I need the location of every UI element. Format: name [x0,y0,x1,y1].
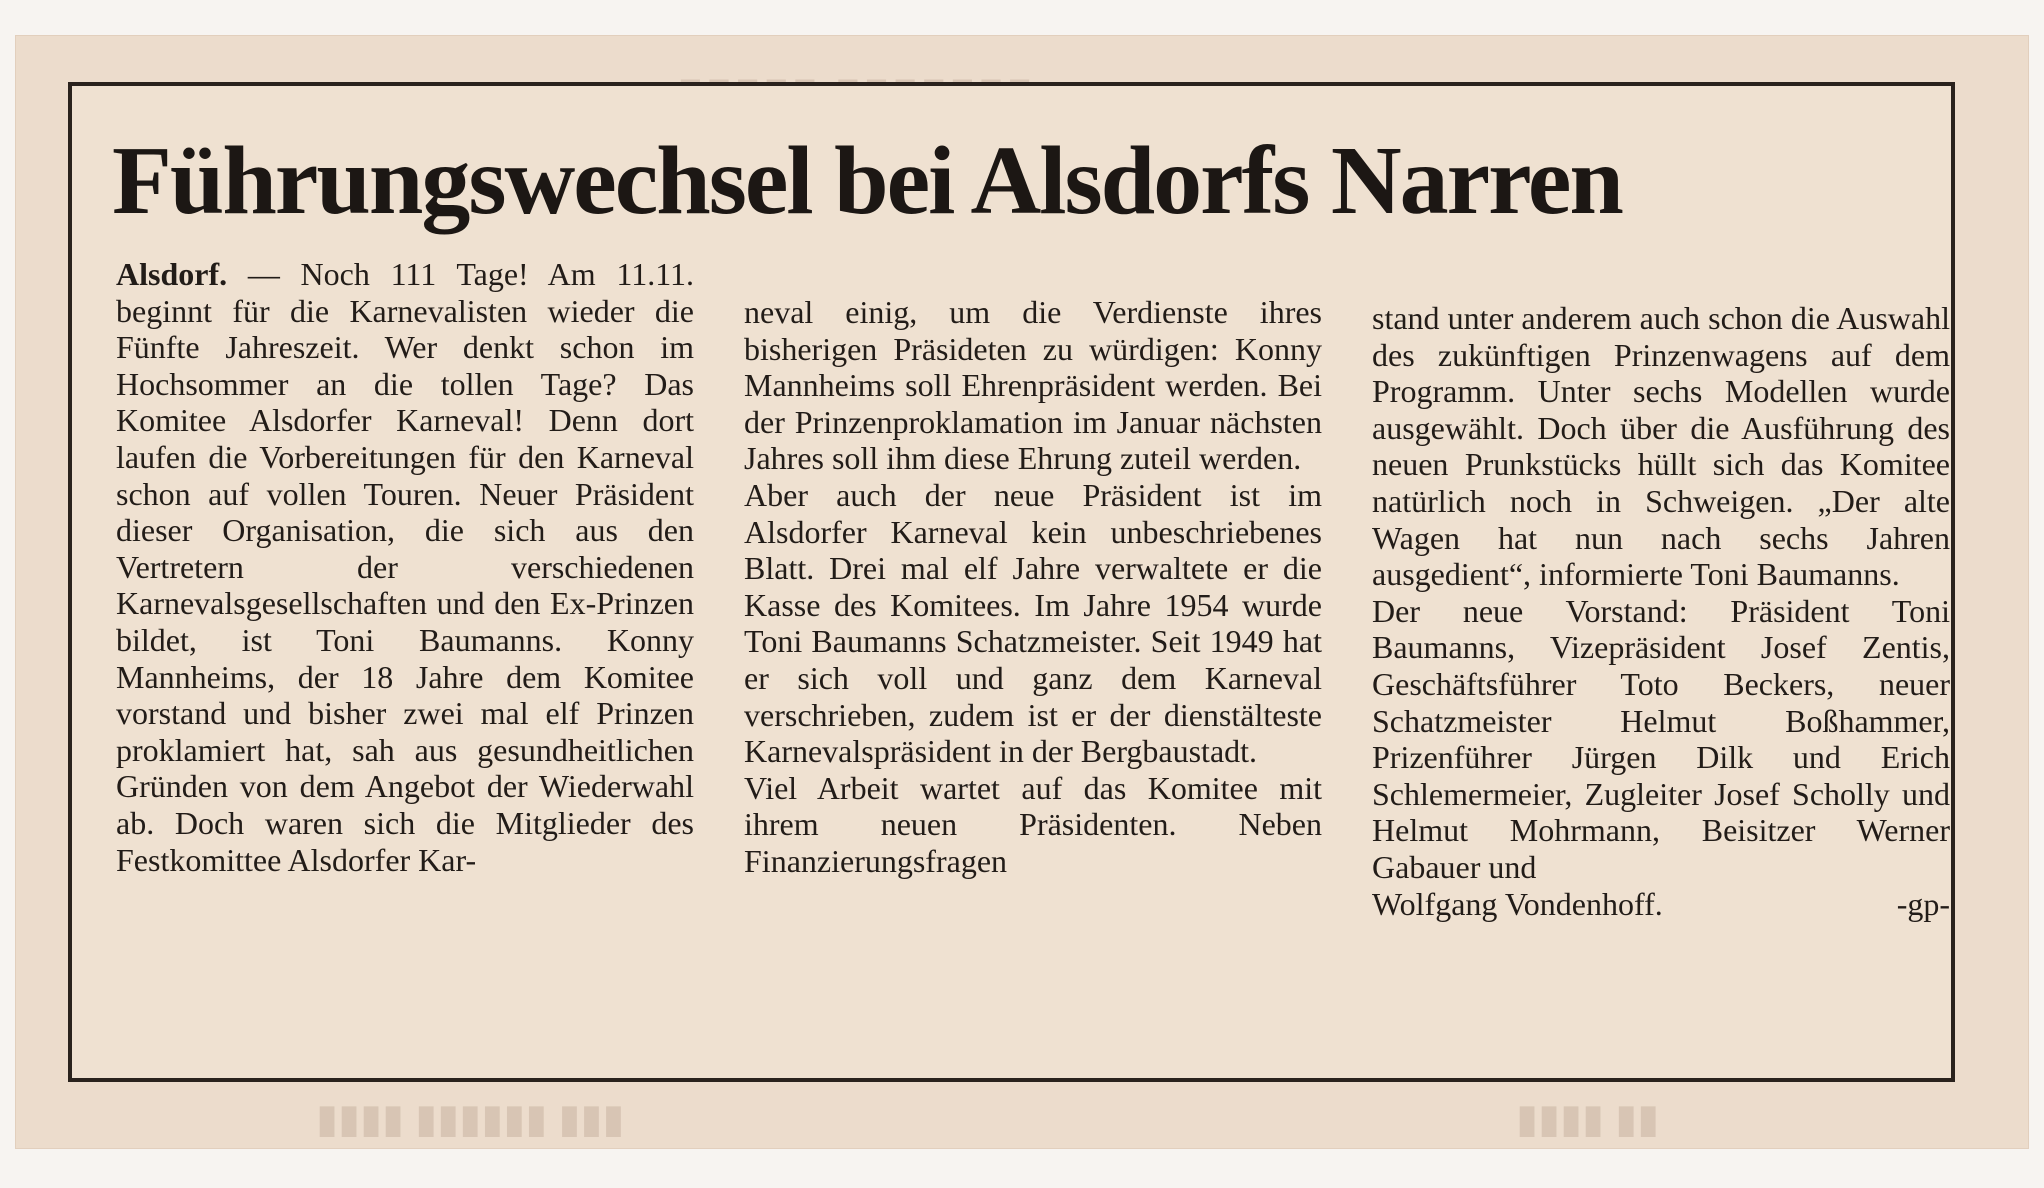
article-headline: Führungswechsel bei Alsdorfs Narren [112,127,1622,235]
bleed-through-text-bottom-right: ▮▮▮▮ ▮▮ [1516,1097,1660,1141]
article-paragraph: Der neue Vorstand: Präsident Toni Baumanns, Vizepräsident Josef Zentis, Geschäftsführer Toto Beckers, neuer Schatzmeister Helmut Boßhammer, Prizenführer Jürgen Dilk und Erich Schlemermeier, Zugleiter Josef Scholly und Helmut Mohrmann, Beisitzer Werner Gabauer und [1372,592,1950,885]
article-frame [68,82,1955,1082]
article-column-2 [744,294,1322,880]
newspaper-clipping [16,36,2028,1148]
dateline: Alsdorf. [116,256,228,292]
article-paragraph: Viel Arbeit wartet auf das Komitee mit ihrem neuen Präsidenten. Neben Finanzierungsfragen [744,769,1322,879]
article-column-1 [116,256,694,878]
article-paragraph: Aber auch der neue Präsident ist im Alsdorfer Karneval kein unbeschriebenes Blatt. Drei mal elf Jahre verwaltete er die Kasse des Komitees. Im Jahre 1954 wurde Toni Baumanns Schatzmeister. Seit 1949 hat er sich voll und ganz dem Karneval verschrieben, zudem ist er der dienstälteste Karnevalspräsident in der Bergbaustadt. [744,476,1322,770]
author-byline: -gp- [1896,885,1950,922]
article-column-3 [1372,300,1950,922]
article-paragraph [116,256,694,878]
closing-text: Wolfgang Vondenhoff. [1372,885,1663,922]
article-paragraph: neval einig, um die Verdienste ihres bisherigen Präsideten zu würdigen: Konny Mannheims soll Ehrenpräsident werden. Bei der Prinzenproklamation im Januar nächsten Jahres soll ihm diese Ehrung zuteil werden. [744,294,1322,477]
article-paragraph: stand unter anderem auch schon die Auswahl des zukünftigen Prinzenwagens auf dem Programm. Unter sechs Modellen wurde ausgewählt. Doch über die Ausführung des neuen Prunkstücks hüllt sich das Komitee natürlich noch in Schweigen. „Der alte Wagen hat nun nach sechs Jahren ausgedient“, informierte Toni Baumanns. [1372,300,1950,593]
bleed-through-text-bottom: ▮▮▮▮ ▮▮▮▮▮▮ ▮▮▮ [316,1097,625,1141]
closing-line [1372,886,1950,923]
paragraph-text: — Noch 111 Tage! Am 11.11. beginnt für die Karnevalisten wieder die Fünfte Jahreszeit. Wer denkt schon im Hochsommer an die tollen Tage? Das Komitee Alsdorfer Karneval! Denn dort laufen die Vorbereitungen für den Karneval schon auf vollen Touren. Neuer Präsident dieser Organisation, die sich aus den Vertretern der verschiedenen Karnevalsgesellschaften und den Ex-Prinzen bildet, ist Toni Baumanns. Konny Mannheims, der 18 Jahre dem Komitee vorstand und bisher zwei mal elf Prinzen proklamiert hat, sah aus gesundheitlichen Gründen von dem Angebot der Wiederwahl ab. Doch waren sich die Mitglieder des Festkomittee Alsdorfer Kar- [116,256,694,878]
